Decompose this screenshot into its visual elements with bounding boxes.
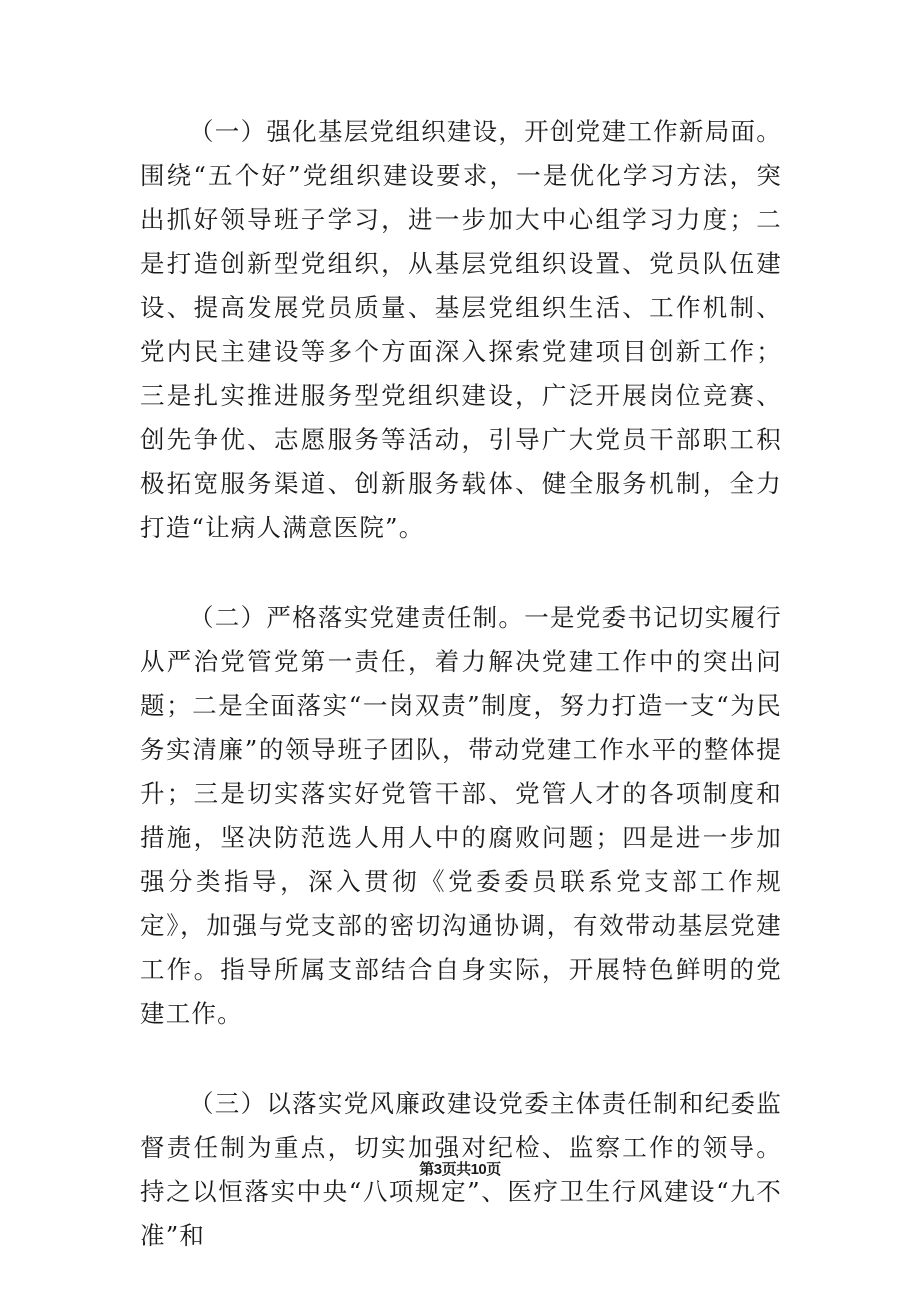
paragraph-2: （二）严格落实党建责任制。一是党委书记切实履行从严治党管党第一责任，着力解决党建工作中的突出问题；二是全面落实“一岗双责”制度，努力打造一支“为民务实清廉”的领导班子团队，带动党建工作水平的整体提升；三是切实落实好党管干部、党管人才的各项制度和措施，坚决防范选人用人中的腐败问题；四是进一步加强分类指导，深入贯彻《党委委员联系党支部工作规定》，加强与党支部的密切沟通协调，有效带动基层党建工作。指导所属支部结合自身实际，开展特色鲜明的党建工作。 — [140, 603, 782, 1028]
page-number: 第3页共10页 — [419, 1161, 501, 1178]
paragraph-1: （一）强化基层党组织建设，开创党建工作新局面。围绕“五个好”党组织建设要求，一是优化学习方法，突出抓好领导班子学习，进一步加大中心组学习力度；二是打造创新型党组织，从基层党组织设置、党员队伍建设、提高发展党员质量、基层党组织生活、工作机制、党内民主建设等多个方面深入探索党建项目创新工作；三是扎实推进服务型党组织建设，广泛开展岗位竞赛、创先争优、志愿服务等活动，引导广大党员干部职工积极拓宽服务渠道、创新服务载体、健全服务机制，全力打造“让病人满意医院”。 — [140, 117, 782, 542]
paragraph-3: （三）以落实党风廉政建设党委主体责任制和纪委监督责任制为重点，切实加强对纪检、监察工作的领导。持之以恒落实中央“八项规定”、医疗卫生行风建设“九不准”和 — [140, 1089, 782, 1250]
document-body — [140, 110, 782, 1258]
